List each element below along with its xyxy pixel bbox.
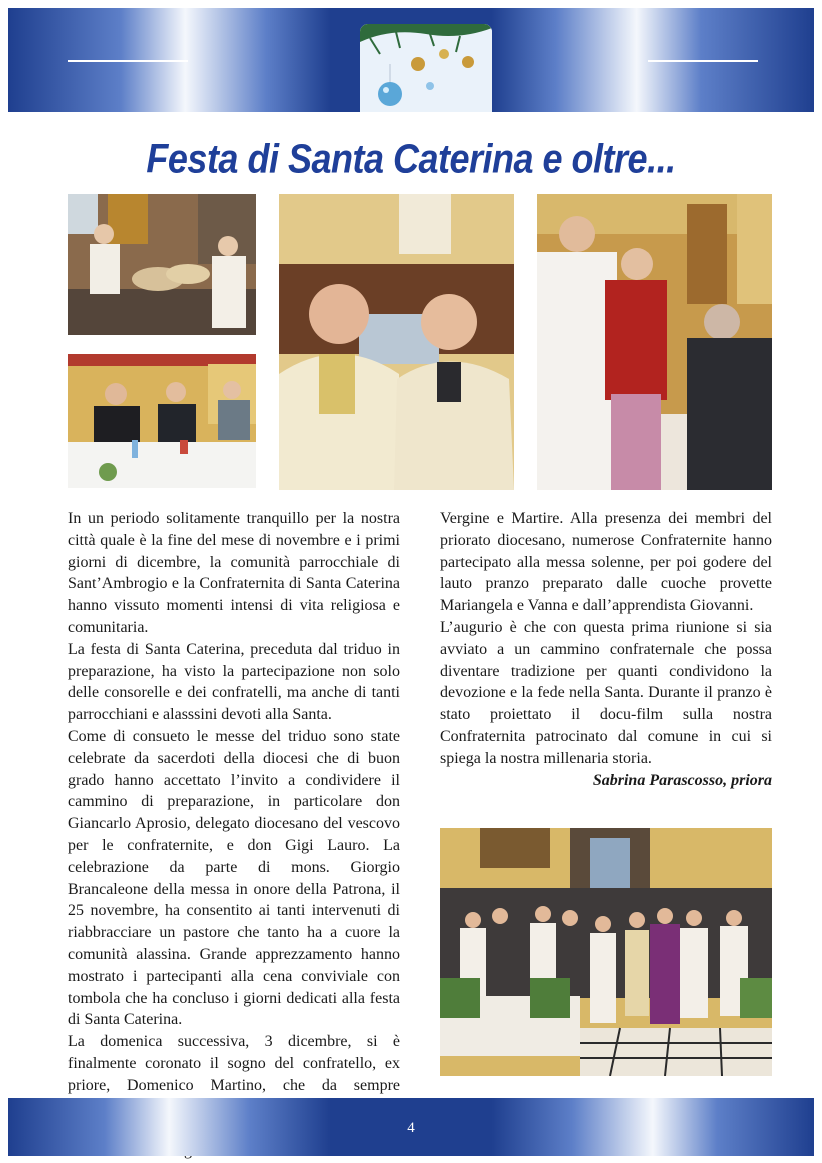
paragraph: La festa di Santa Caterina, preceduta dal triduo in preparazione, ha visto la partecipazione non solo delle consorelle e dei confratelli, ma anche di tanti parrocchiani e alasssini devoti alla Santa. [68, 640, 400, 724]
photo-blessing-ceremony [537, 194, 772, 490]
header-band [8, 8, 814, 112]
paragraph: In un periodo solitamente tranquillo per la nostra città quale è la fine del mese di novembre e i primi giorni di dicembre, la comunità parrocchiale di Sant’Ambrogio e la Confraternita di Santa Caterina hanno vissuto momenti intensi di vita religiosa e comunitaria. [68, 510, 400, 636]
paragraph: L’augurio è che con questa prima riunione si sia avviato a un cammino confraternale che possa diventare tradizione per quanti condividono la devozione e la fede nella Santa. Durante il pranzo è stato proiettato il docu-film sulla nostra Confraternita patrocinato dal comune in cui si spiega la nostra millenaria storia. [440, 618, 772, 767]
paragraph: La domenica successiva, 3 dicembre, si è finalmente coronato il sogno del confratello, ex priore, Domenico Martino, che da sempre [68, 1033, 400, 1094]
page-number: 4 [407, 1120, 415, 1136]
photo-two-men-in-robes [279, 194, 514, 490]
article-column-right [440, 508, 772, 791]
article-column-left [68, 508, 400, 1162]
photo-women-with-bread [68, 194, 256, 335]
footer-band [8, 1098, 814, 1156]
header-rule-left [68, 60, 188, 62]
article-signature: Sabrina Parascosso, priora [592, 771, 772, 789]
paragraph: Come di consueto le messe del triduo sono state celebrate da sacerdoti della diocesi che di buon grado hanno accettato l’invito a condividere il cammino di preparazione, in particolare don Giancarlo Aprosio, delegato diocesano del vescovo per le confraternite, e don Gigi Lauro. La celebrazione da parte di mons. Giorgio Brancaleone della messa in onore della Patrona, il 25 novembre, ha consentito ai tanti intervenuti di riabbracciare un pastore che tanto ha a cuore la comunità alassina. Grande apprezzamento hanno mostrato i partecipanti alla cena conviviale con tombola che ha concluso i giorni dedicati alla festa di Santa Caterina. [68, 727, 400, 1029]
photo-group-in-church [440, 828, 772, 1076]
photo-men-at-table [68, 354, 256, 488]
paragraph: Vergine e Martire. Alla presenza dei membri del priorato diocesano, numerose Confraternite hanno partecipato alla messa solenne, per poi godere del lauto pranzo preparato dalle cuoche provette Mariangela e Vanna e dall’apprendista Giovanni. [440, 510, 772, 615]
christmas-ornament-icon [360, 24, 492, 112]
page-title: Festa di Santa Caterina e oltre... [146, 135, 676, 182]
header-rule-right [648, 60, 758, 62]
